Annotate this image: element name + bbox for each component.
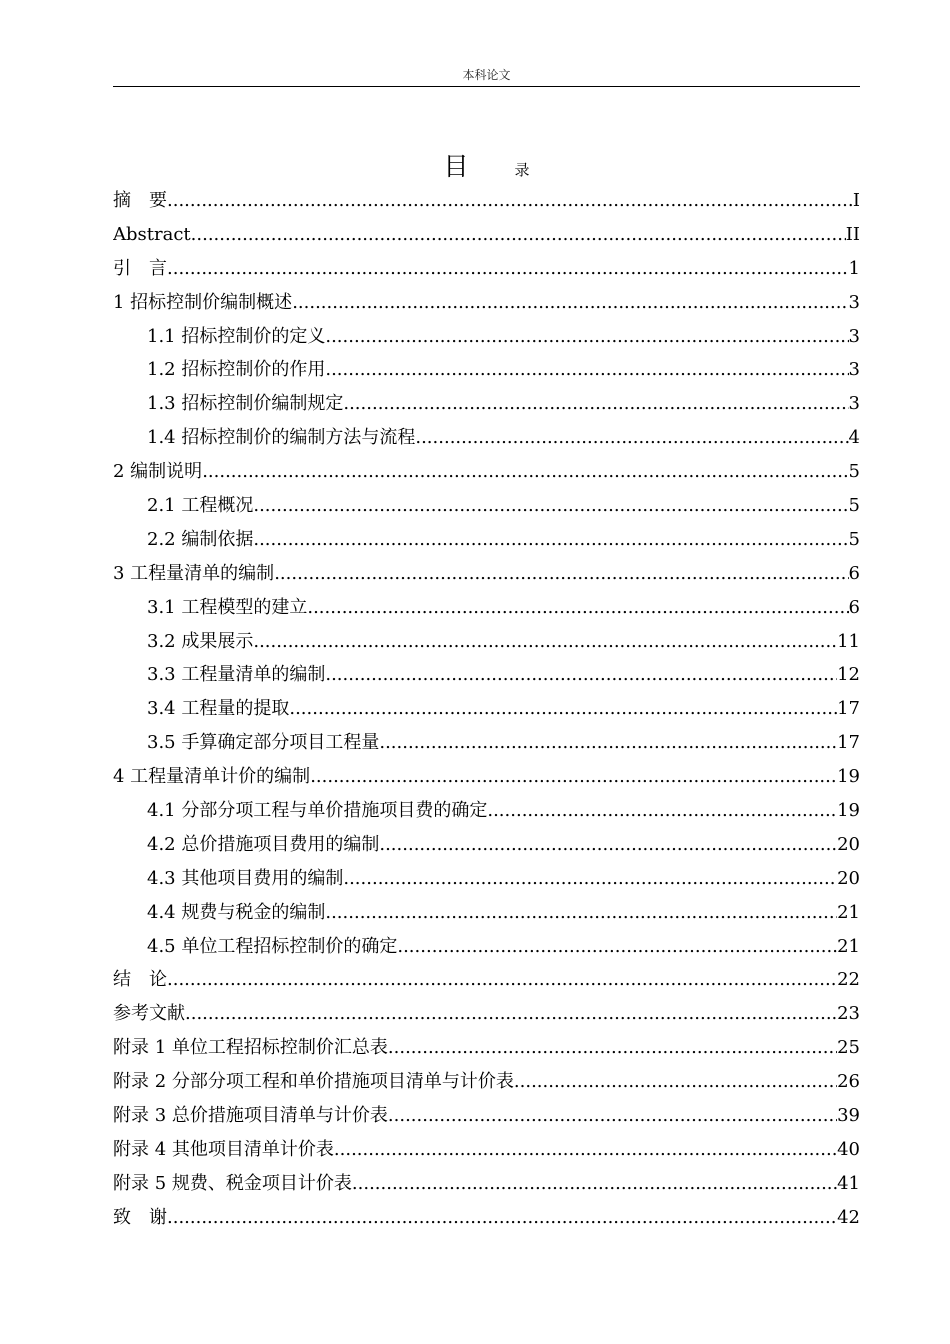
toc-entry-page-number: 23 (837, 1003, 860, 1025)
toc-entry-title: 结 论 (113, 969, 167, 991)
toc-entry[interactable] (113, 1167, 860, 1201)
toc-entry[interactable] (113, 1065, 860, 1099)
toc-entry-title: 引 言 (113, 257, 167, 279)
toc-dot-leader (325, 658, 837, 692)
toc-entry-title: 3.5 手算确定部分项目工程量 (147, 732, 380, 754)
toc-heading (113, 150, 860, 187)
toc-dot-leader (379, 828, 837, 862)
toc-dot-leader (352, 1167, 837, 1201)
toc-entry-page-number: 4 (848, 427, 860, 449)
toc-entry-page-number: 40 (837, 1138, 860, 1160)
toc-entry-title: 1.1 招标控制价的定义 (147, 325, 326, 347)
toc-entry[interactable] (113, 625, 860, 659)
toc-entry-title: 1.3 招标控制价编制规定 (147, 393, 344, 415)
toc-entry-title: 参考文献 (113, 1003, 185, 1025)
toc-dot-leader (487, 794, 837, 828)
toc-entry-page-number: I (852, 190, 860, 211)
toc-entry-title: 4.2 总价措施项目费用的编制 (147, 833, 380, 855)
toc-dot-leader (185, 997, 837, 1031)
toc-dot-leader (253, 489, 848, 523)
page-header (113, 66, 860, 87)
toc-entry-page-number: 20 (837, 867, 860, 889)
toc-dot-leader (325, 320, 848, 354)
toc-entry-page-number: 26 (837, 1071, 860, 1093)
toc-dot-leader (167, 184, 853, 218)
toc-entry[interactable] (113, 828, 860, 862)
toc-dot-leader (343, 387, 848, 421)
toc-entry-title: 4.3 其他项目费用的编制 (147, 867, 344, 889)
toc-dot-leader (334, 1133, 837, 1167)
toc-dot-leader (388, 1031, 837, 1065)
toc-entry[interactable] (113, 252, 860, 286)
toc-heading-char-1: 目 (443, 152, 469, 181)
toc-entry-page-number: 17 (837, 732, 860, 754)
toc-dot-leader (167, 1201, 837, 1235)
toc-entry-page-number: 3 (848, 325, 860, 347)
toc-entry[interactable] (113, 760, 860, 794)
toc-dot-leader (388, 1099, 837, 1133)
toc-dot-leader (167, 252, 849, 286)
toc-entry-title: 附录 2 分部分项工程和单价措施项目清单与计价表 (113, 1071, 514, 1093)
toc-entry-page-number: 19 (837, 800, 860, 822)
toc-entry[interactable] (113, 896, 860, 930)
toc-entry-page-number: 19 (837, 766, 860, 788)
toc-heading-char-2: 录 (514, 161, 530, 179)
toc-entry[interactable] (113, 862, 860, 896)
header-text: 本科论文 (462, 68, 511, 82)
toc-dot-leader (253, 625, 837, 659)
toc-entry-title: 4 工程量清单计价的编制 (113, 766, 311, 788)
toc-entry-title: 4.4 规费与税金的编制 (147, 901, 326, 923)
toc-entry[interactable] (113, 523, 860, 557)
toc-entry-title: 3.2 成果展示 (147, 630, 254, 652)
toc-entry-title: 附录 5 规费、税金项目计价表 (113, 1172, 352, 1194)
toc-entry-page-number: 3 (848, 359, 860, 381)
toc-entry-page-number: 5 (848, 528, 860, 550)
toc-entry-page-number: 41 (837, 1172, 860, 1194)
toc-entry-title: 摘 要 (113, 190, 167, 211)
toc-entry-page-number: 3 (848, 393, 860, 415)
toc-entry-page-number: 17 (837, 698, 860, 720)
toc-dot-leader (310, 760, 837, 794)
toc-entry[interactable] (113, 1133, 860, 1167)
toc-dot-leader (325, 353, 848, 387)
toc-entry[interactable] (113, 726, 860, 760)
toc-entry-page-number: 11 (837, 630, 860, 652)
toc-dot-leader (253, 523, 848, 557)
toc-dot-leader (379, 726, 837, 760)
toc-entry-title: 3.4 工程量的提取 (147, 698, 290, 720)
toc-entry-page-number: 5 (848, 495, 860, 517)
toc-entry-page-number: 21 (837, 901, 860, 923)
toc-dot-leader (415, 421, 848, 455)
toc-entry-title: 3.1 工程模型的建立 (147, 596, 308, 618)
toc-entry[interactable] (113, 692, 860, 726)
toc-entry-page-number: 6 (848, 596, 860, 618)
toc-entry-page-number: II (845, 223, 860, 245)
toc-entry[interactable] (113, 930, 860, 964)
toc-entry-title: 附录 1 单位工程招标控制价汇总表 (113, 1037, 388, 1059)
toc-dot-leader (292, 286, 848, 320)
toc-entry[interactable] (113, 286, 860, 320)
toc-entry-page-number: 39 (837, 1105, 860, 1127)
toc-entry[interactable] (113, 184, 860, 218)
toc-entry-title: 2.2 编制依据 (147, 528, 254, 550)
toc-entry[interactable] (113, 387, 860, 421)
toc-entry-page-number: 20 (837, 833, 860, 855)
toc-entry-page-number: 21 (837, 935, 860, 957)
toc-entry-title: 2 编制说明 (113, 461, 203, 483)
toc-entry-title: 2.1 工程概况 (147, 495, 254, 517)
toc-entry[interactable] (113, 320, 860, 354)
toc-entry-title: 附录 4 其他项目清单计价表 (113, 1138, 334, 1160)
toc-entry-title: 1.2 招标控制价的作用 (147, 359, 326, 381)
toc-entry[interactable] (113, 591, 860, 625)
toc-entry[interactable] (113, 1099, 860, 1133)
toc-entry-title: 3 工程量清单的编制 (113, 562, 275, 584)
toc-entry[interactable] (113, 963, 860, 997)
toc-dot-leader (397, 930, 837, 964)
toc-dot-leader (514, 1065, 837, 1099)
toc-entry-title: 1.4 招标控制价的编制方法与流程 (147, 427, 416, 449)
toc-entry[interactable] (113, 557, 860, 591)
toc-entry-page-number: 12 (837, 664, 860, 686)
toc-dot-leader (325, 896, 837, 930)
toc-entry[interactable] (113, 658, 860, 692)
toc-entry-title: 3.3 工程量清单的编制 (147, 664, 326, 686)
toc-entry-page-number: 22 (837, 969, 860, 991)
toc-entry-page-number: 1 (848, 257, 860, 279)
toc-entry[interactable] (113, 1201, 860, 1235)
toc-entry-title: 1 招标控制价编制概述 (113, 291, 293, 313)
toc-entry[interactable] (113, 1031, 860, 1065)
toc-entry[interactable] (113, 218, 860, 252)
toc-entry[interactable] (113, 794, 860, 828)
toc-dot-leader (307, 591, 848, 625)
toc-dot-leader (202, 455, 848, 489)
toc-dot-leader (274, 557, 848, 591)
toc-entry[interactable] (113, 997, 860, 1031)
table-of-contents (113, 184, 860, 1235)
toc-entry-page-number: 6 (848, 562, 860, 584)
toc-entry-page-number: 25 (837, 1037, 860, 1059)
toc-dot-leader (191, 218, 846, 252)
toc-entry-title: 4.1 分部分项工程与单价措施项目费的确定 (147, 800, 488, 822)
toc-dot-leader (289, 692, 837, 726)
toc-entry[interactable] (113, 421, 860, 455)
toc-entry-title: 致 谢 (113, 1206, 167, 1228)
toc-entry[interactable] (113, 353, 860, 387)
toc-entry-title: Abstract (113, 223, 191, 245)
toc-dot-leader (167, 963, 837, 997)
toc-entry-title: 附录 3 总价措施项目清单与计价表 (113, 1105, 388, 1127)
toc-entry-page-number: 5 (848, 461, 860, 483)
toc-entry-page-number: 42 (837, 1206, 860, 1228)
toc-entry-title: 4.5 单位工程招标控制价的确定 (147, 935, 398, 957)
toc-entry[interactable] (113, 489, 860, 523)
toc-dot-leader (343, 862, 837, 896)
toc-entry-page-number: 3 (848, 291, 860, 313)
toc-entry[interactable] (113, 455, 860, 489)
